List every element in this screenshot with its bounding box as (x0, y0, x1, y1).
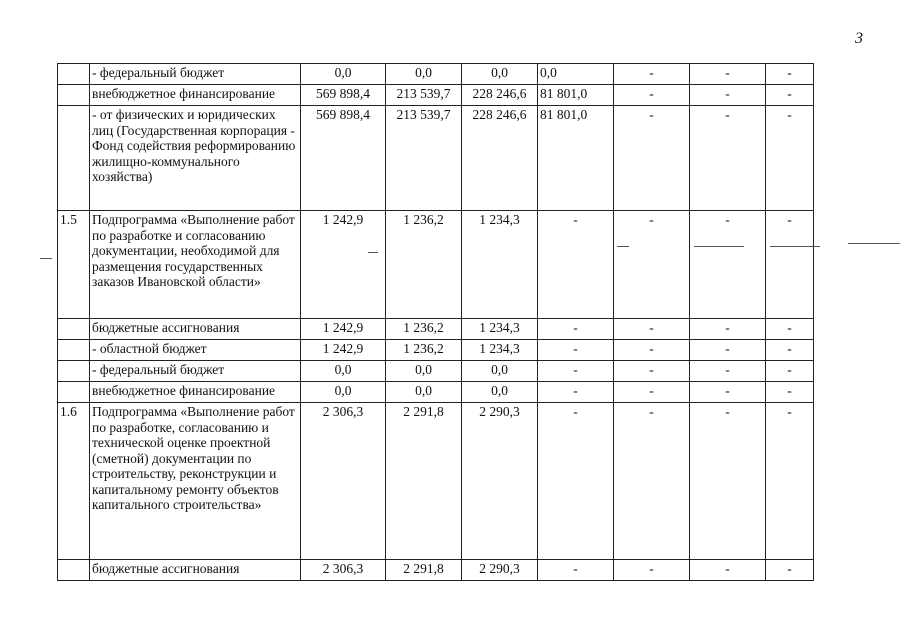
value-cell: 228 246,6 (462, 106, 538, 211)
dash-cell: - (538, 340, 614, 361)
row-label: Подпрограмма «Выполнение работ по разработке и согласованию документации, необходимой для размещения государственных заказов Ивановской области» (90, 211, 301, 319)
value-cell: 0,0 (386, 382, 462, 403)
value-cell: 2 306,3 (301, 403, 386, 560)
dash-cell: - (614, 340, 690, 361)
row-index (58, 85, 90, 106)
dash-cell: - (538, 319, 614, 340)
scan-mark (40, 258, 52, 259)
dash-cell: - (538, 211, 614, 319)
dash-cell: - (614, 560, 690, 581)
dash-cell: - (766, 403, 814, 560)
dash-cell: - (690, 106, 766, 211)
table-row (58, 64, 814, 85)
row-label: внебюджетное финансирование (90, 382, 301, 403)
scan-mark (368, 252, 378, 253)
value-cell: 2 290,3 (462, 403, 538, 560)
page-number: 3 (855, 30, 863, 47)
row-label: - областной бюджет (90, 340, 301, 361)
dash-cell: - (690, 382, 766, 403)
dash-cell: - (766, 340, 814, 361)
value-cell: 228 246,6 (462, 85, 538, 106)
value-cell: 81 801,0 (538, 106, 614, 211)
dash-cell: - (690, 560, 766, 581)
row-index (58, 560, 90, 581)
dash-cell: - (538, 382, 614, 403)
value-cell: 0,0 (538, 64, 614, 85)
value-cell: 1 236,2 (386, 319, 462, 340)
row-index (58, 340, 90, 361)
dash-cell: - (766, 319, 814, 340)
row-label: внебюджетное финансирование (90, 85, 301, 106)
value-cell: 2 291,8 (386, 560, 462, 581)
value-cell: 1 234,3 (462, 319, 538, 340)
value-cell: 0,0 (462, 64, 538, 85)
dash-cell: - (766, 106, 814, 211)
value-cell: 1 242,9 (301, 211, 386, 319)
row-index (58, 382, 90, 403)
row-label: - федеральный бюджет (90, 64, 301, 85)
dash-cell: - (614, 211, 690, 319)
value-cell: 1 242,9 (301, 340, 386, 361)
dash-cell: - (690, 340, 766, 361)
value-cell: 1 234,3 (462, 211, 538, 319)
dash-cell: - (614, 64, 690, 85)
value-cell: 0,0 (462, 361, 538, 382)
table-row (58, 382, 814, 403)
scan-mark (694, 246, 744, 247)
value-cell: 2 290,3 (462, 560, 538, 581)
value-cell: 0,0 (301, 64, 386, 85)
row-index: 1.5 (58, 211, 90, 319)
value-cell: 0,0 (301, 382, 386, 403)
value-cell: 213 539,7 (386, 106, 462, 211)
dash-cell: - (766, 361, 814, 382)
dash-cell: - (614, 85, 690, 106)
value-cell: 1 236,2 (386, 211, 462, 319)
dash-cell: - (614, 319, 690, 340)
row-index (58, 361, 90, 382)
table-row (58, 319, 814, 340)
row-index (58, 319, 90, 340)
scan-mark (770, 246, 820, 247)
table-row (58, 211, 814, 319)
table-row (58, 106, 814, 211)
value-cell: 0,0 (462, 382, 538, 403)
value-cell: 569 898,4 (301, 106, 386, 211)
value-cell: 2 306,3 (301, 560, 386, 581)
dash-cell: - (766, 85, 814, 106)
scan-mark (848, 243, 900, 244)
value-cell: 0,0 (386, 64, 462, 85)
row-label: - федеральный бюджет (90, 361, 301, 382)
table-row (58, 85, 814, 106)
dash-cell: - (690, 64, 766, 85)
value-cell: 81 801,0 (538, 85, 614, 106)
table-row (58, 560, 814, 581)
dash-cell: - (538, 560, 614, 581)
value-cell: 213 539,7 (386, 85, 462, 106)
value-cell: 0,0 (301, 361, 386, 382)
dash-cell: - (766, 560, 814, 581)
dash-cell: - (690, 319, 766, 340)
table-row (58, 403, 814, 560)
row-label: бюджетные ассигнования (90, 319, 301, 340)
value-cell: 0,0 (386, 361, 462, 382)
row-label: бюджетные ассигнования (90, 560, 301, 581)
dash-cell: - (766, 64, 814, 85)
row-label: - от физических и юридических лиц (Государственная корпорация - Фонд содействия реформированию жилищно-коммунального хозяйства) (90, 106, 301, 211)
dash-cell: - (614, 361, 690, 382)
row-index: 1.6 (58, 403, 90, 560)
row-index (58, 64, 90, 85)
dash-cell: - (690, 211, 766, 319)
dash-cell: - (614, 382, 690, 403)
value-cell: 1 242,9 (301, 319, 386, 340)
table-row (58, 340, 814, 361)
scan-mark (617, 246, 629, 247)
row-index (58, 106, 90, 211)
dash-cell: - (614, 106, 690, 211)
dash-cell: - (538, 361, 614, 382)
dash-cell: - (614, 403, 690, 560)
dash-cell: - (690, 403, 766, 560)
value-cell: 1 234,3 (462, 340, 538, 361)
table-row (58, 361, 814, 382)
value-cell: 569 898,4 (301, 85, 386, 106)
value-cell: 2 291,8 (386, 403, 462, 560)
dash-cell: - (690, 361, 766, 382)
dash-cell: - (690, 85, 766, 106)
dash-cell: - (766, 382, 814, 403)
dash-cell: - (766, 211, 814, 319)
row-label: Подпрограмма «Выполнение работ по разработке, согласованию и технической оценке проектной (сметной) документации по строительству, реконструкции и капитальному ремонту объектов капитального строительства» (90, 403, 301, 560)
dash-cell: - (538, 403, 614, 560)
value-cell: 1 236,2 (386, 340, 462, 361)
budget-table (57, 63, 814, 581)
